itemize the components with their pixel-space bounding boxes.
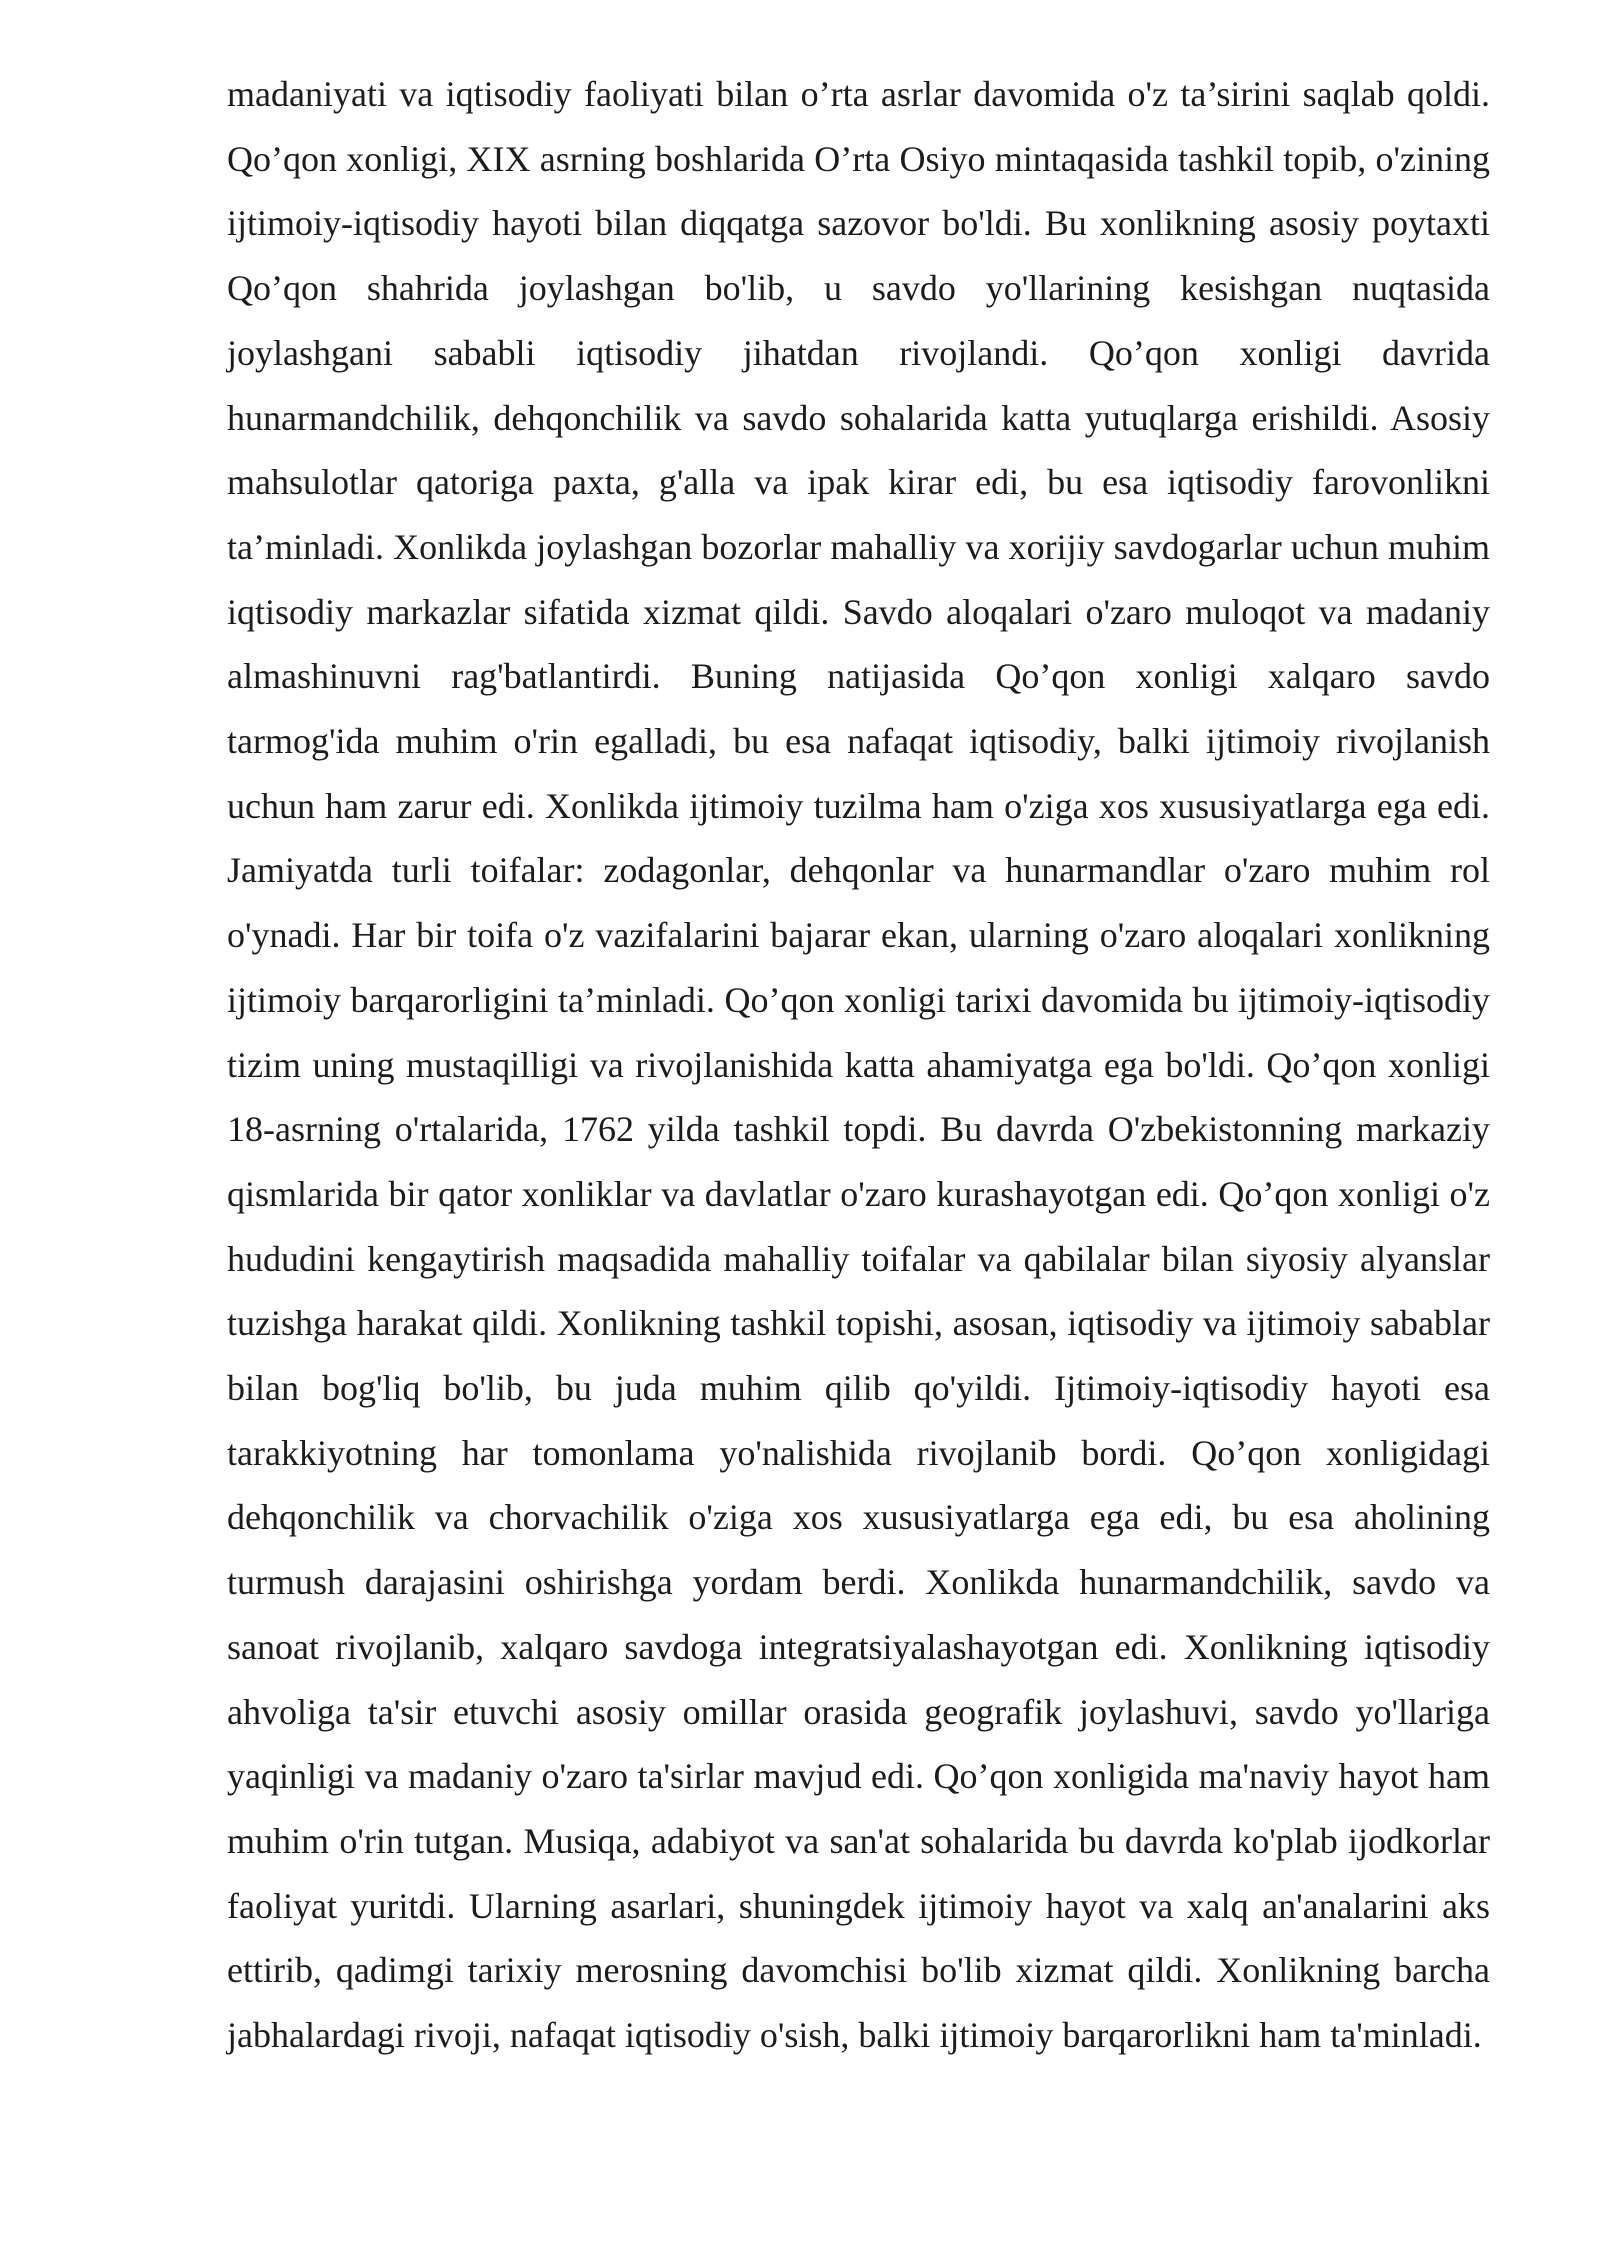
body-paragraph: madaniyati va iqtisodiy faoliyati bilan o’rta asrlar davomida o'z ta’sirini saqlab qoldi. Qo’qon xonligi, XIX asrning boshlarida O’rta Osiyo mintaqasida tashkil topib, o'zining ijtimoiy-iqtisodiy hayoti bilan diqqatga sazovor bo'ldi. Bu xonlikning asosiy poytaxti Qo’qon shahrida joylashgan bo'lib, u savdo yo'llarining kesishgan nuqtasida joylashgani sababli iqtisodiy jihatdan rivojlandi. Qo’qon xonligi davrida hunarmandchilik, dehqonchilik va savdo sohalarida katta yutuqlarga erishildi. Asosiy mahsulotlar qatoriga paxta, g'alla va ipak kirar edi, bu esa iqtisodiy farovonlikni ta’minladi. Xonlikda joylashgan bozorlar mahalliy va xorijiy savdogarlar uchun muhim iqtisodiy markazlar sifatida xizmat qildi. Savdo aloqalari o'zaro muloqot va madaniy almashinuvni rag'batlantirdi. Buning natijasida Qo’qon xonligi xalqaro savdo tarmog'ida muhim o'rin egalladi, bu esa nafaqat iqtisodiy, balki ijtimoiy rivojlanish uchun ham zarur edi. Xonlikda ijtimoiy tuzilma ham o'ziga xos xususiyatlarga ega edi. Jamiyatda turli toifalar: zodagonlar, dehqonlar va hunarmandlar o'zaro muhim rol o'ynadi. Har bir toifa o'z vazifalarini bajarar ekan, ularning o'zaro aloqalari xonlikning ijtimoiy barqarorligini ta’minladi. Qo’qon xonligi tarixi davomida bu ijtimoiy-iqtisodiy tizim uning mustaqilligi va rivojlanishida katta ahamiyatga ega bo'ldi. Qo’qon xonligi 18-asrning o'rtalarida, 1762 yilda tashkil topdi. Bu davrda O'zbekistonning markaziy qismlarida bir qator xonliklar va davlatlar o'zaro kurashayotgan edi. Qo’qon xonligi o'z hududini kengaytirish maqsadida mahalliy toifalar va qabilalar bilan siyosiy alyanslar tuzishga harakat qildi. Xonlikning tashkil topishi, asosan, iqtisodiy va ijtimoiy sabablar bilan bog'liq bo'lib, bu juda muhim qilib qo'yildi. Ijtimoiy-iqtisodiy hayoti esa tarakkiyotning har tomonlama yo'nalishida rivojlanib bordi. Qo’qon xonligidagi dehqonchilik va chorvachilik o'ziga xos xususiyatlarga ega edi, bu esa aholining turmush darajasini oshirishga yordam berdi. Xonlikda hunarmandchilik, savdo va sanoat rivojlanib, xalqaro savdoga integratsiyalashayotgan edi. Xonlikning iqtisodiy ahvoliga ta'sir etuvchi asosiy omillar orasida geografik joylashuvi, savdo yo'llariga yaqinligi va madaniy o'zaro ta'sirlar mavjud edi. Qo’qon xonligida ma'naviy hayot ham muhim o'rin tutgan. Musiqa, adabiyot va san'at sohalarida bu davrda ko'plab ijodkorlar faoliyat yuritdi. Ularning asarlari, shuningdek ijtimoiy hayot va xalq an'analarini aks ettirib, qadimgi tarixiy merosning davomchisi bo'lib xizmat qildi. Xonlikning barcha jabhalardagi rivoji, nafaqat iqtisodiy o'sish, balki ijtimoiy barqarorlikni ham ta'minladi. (227, 74, 1490, 2056)
document-page (227, 62, 1490, 2068)
